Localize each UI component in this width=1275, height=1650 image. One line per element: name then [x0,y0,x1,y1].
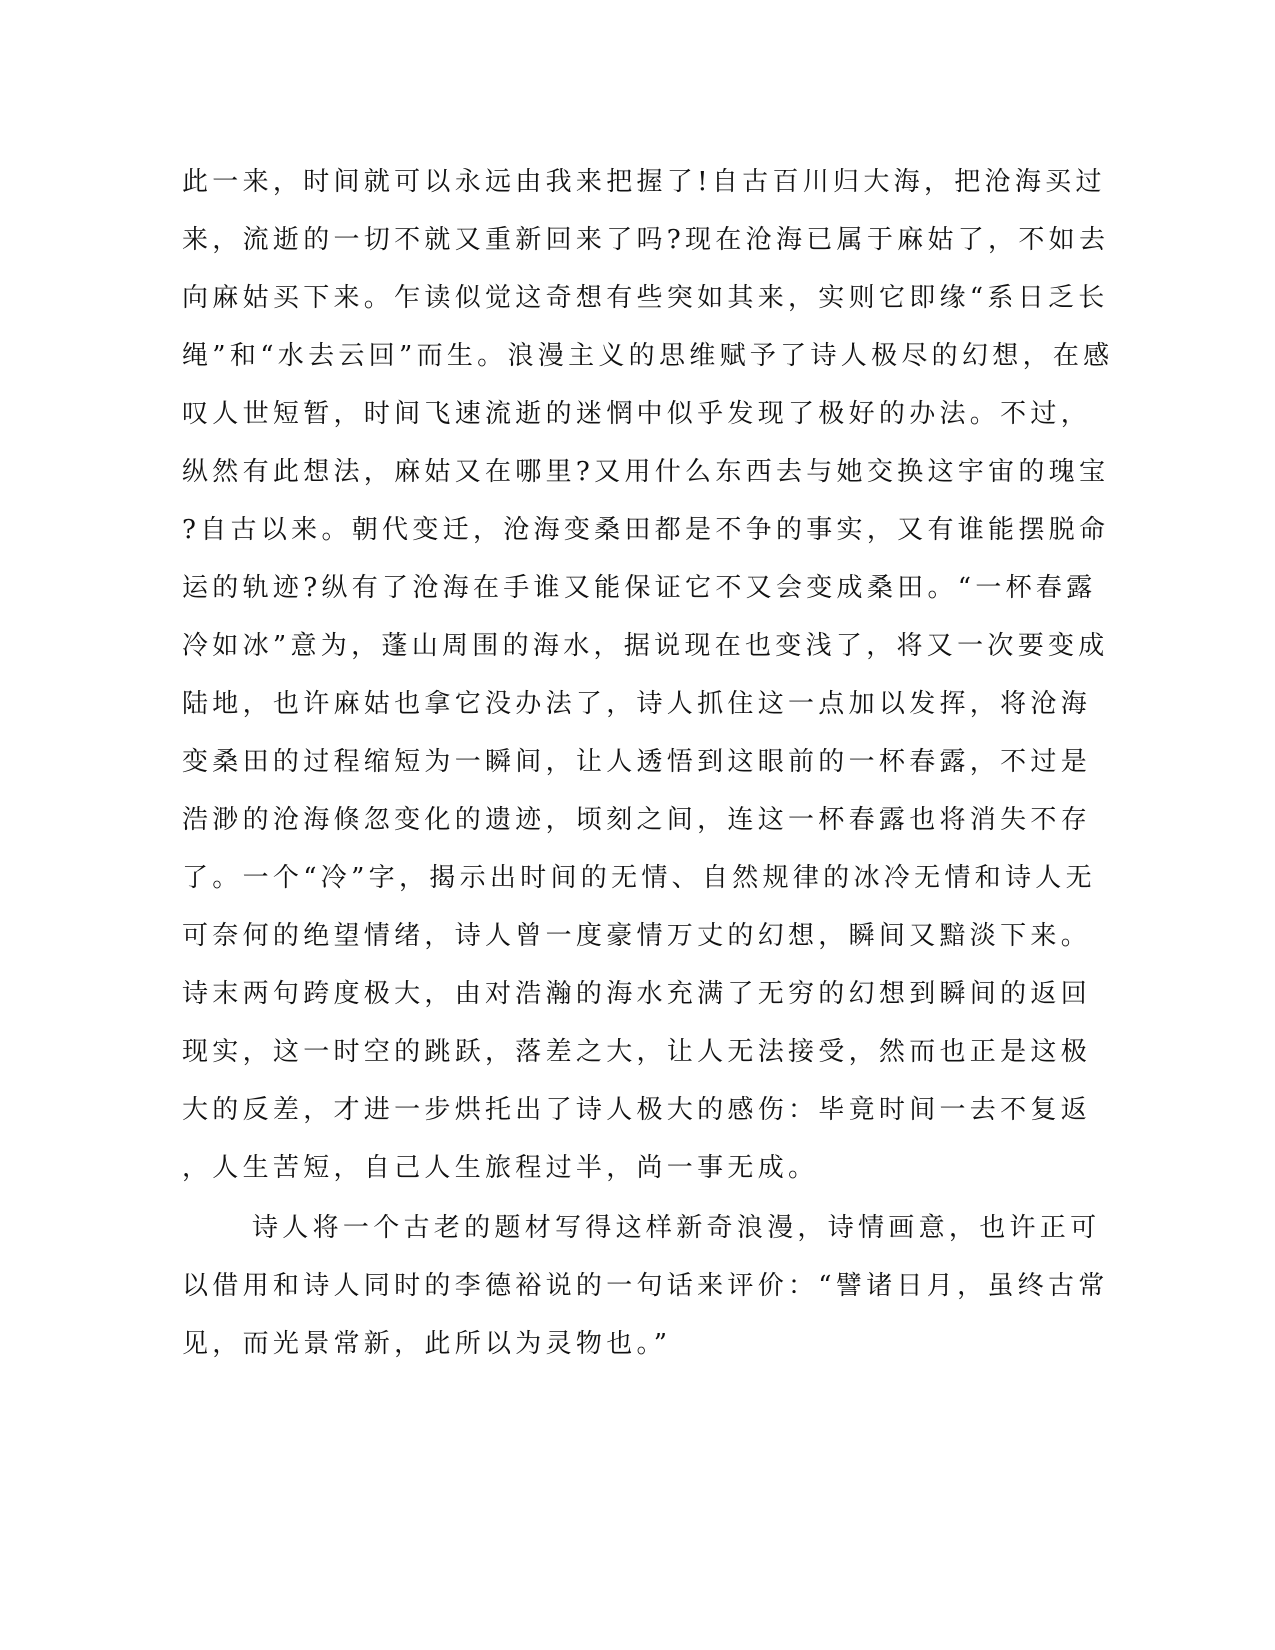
text-line: 来，流逝的一切不就又重新回来了吗?现在沧海已属于麻姑了，不如去 [182,225,1110,255]
text-line: 变桑田的过程缩短为一瞬间，让人透悟到这眼前的一杯春露，不过是 [182,747,1092,777]
text-line: 见，而光景常新，此所以为灵物也。” [182,1329,672,1359]
text-line: 纵然有此想法，麻姑又在哪里?又用什么东西去与她交换这宇宙的瑰宝 [182,457,1110,487]
text-line: 向麻姑买下来。乍读似觉这奇想有些突如其来，实则它即缘“系日乏长 [182,283,1109,313]
text-line: 以借用和诗人同时的李德裕说的一句话来评价：“譬诸日月，虽终古常 [182,1271,1109,1301]
text-line: 运的轨迹?纵有了沧海在手谁又能保证它不又会变成桑田。“一杯春露 [182,573,1097,603]
text-line: 现实，这一时空的跳跃，落差之大，让人无法接受，然而也正是这极 [182,1037,1092,1067]
paragraph-first-line: 诗人将一个古老的题材写得这样新奇浪漫，诗情画意，也许正可 [252,1213,1101,1243]
text-line: 浩渺的沧海倏忽变化的遗迹，顷刻之间，连这一杯春露也将消失不存 [182,805,1092,835]
text-line: ，人生苦短，自己人生旅程过半，尚一事无成。 [182,1153,819,1183]
text-line: 绳”和“水去云回”而生。浪漫主义的思维赋予了诗人极尽的幻想，在感 [182,341,1114,371]
text-line: 此一来，时间就可以永远由我来把握了!自古百川归大海，把沧海买过 [182,167,1106,197]
text-line: 大的反差，才进一步烘托出了诗人极大的感伤：毕竟时间一去不复返 [182,1095,1092,1125]
text-line: 诗末两句跨度极大，由对浩瀚的海水充满了无穷的幻想到瞬间的返回 [182,979,1092,1009]
text-line: 陆地，也许麻姑也拿它没办法了，诗人抓住这一点加以发挥，将沧海 [182,689,1092,719]
text-line: 了。一个“冷”字，揭示出时间的无情、自然规律的冰冷无情和诗人无 [182,863,1096,893]
text-line: ?自古以来。朝代变迁，沧海变桑田都是不争的事实，又有谁能摆脱命 [182,515,1110,545]
text-line: 叹人世短暂，时间飞速流逝的迷惘中似乎发现了极好的办法。不过， [182,399,1092,429]
text-line: 可奈何的绝望情绪，诗人曾一度豪情万丈的幻想，瞬间又黯淡下来。 [182,921,1092,951]
text-line: 冷如冰”意为，蓬山周围的海水，据说现在也变浅了，将又一次要变成 [182,631,1109,661]
